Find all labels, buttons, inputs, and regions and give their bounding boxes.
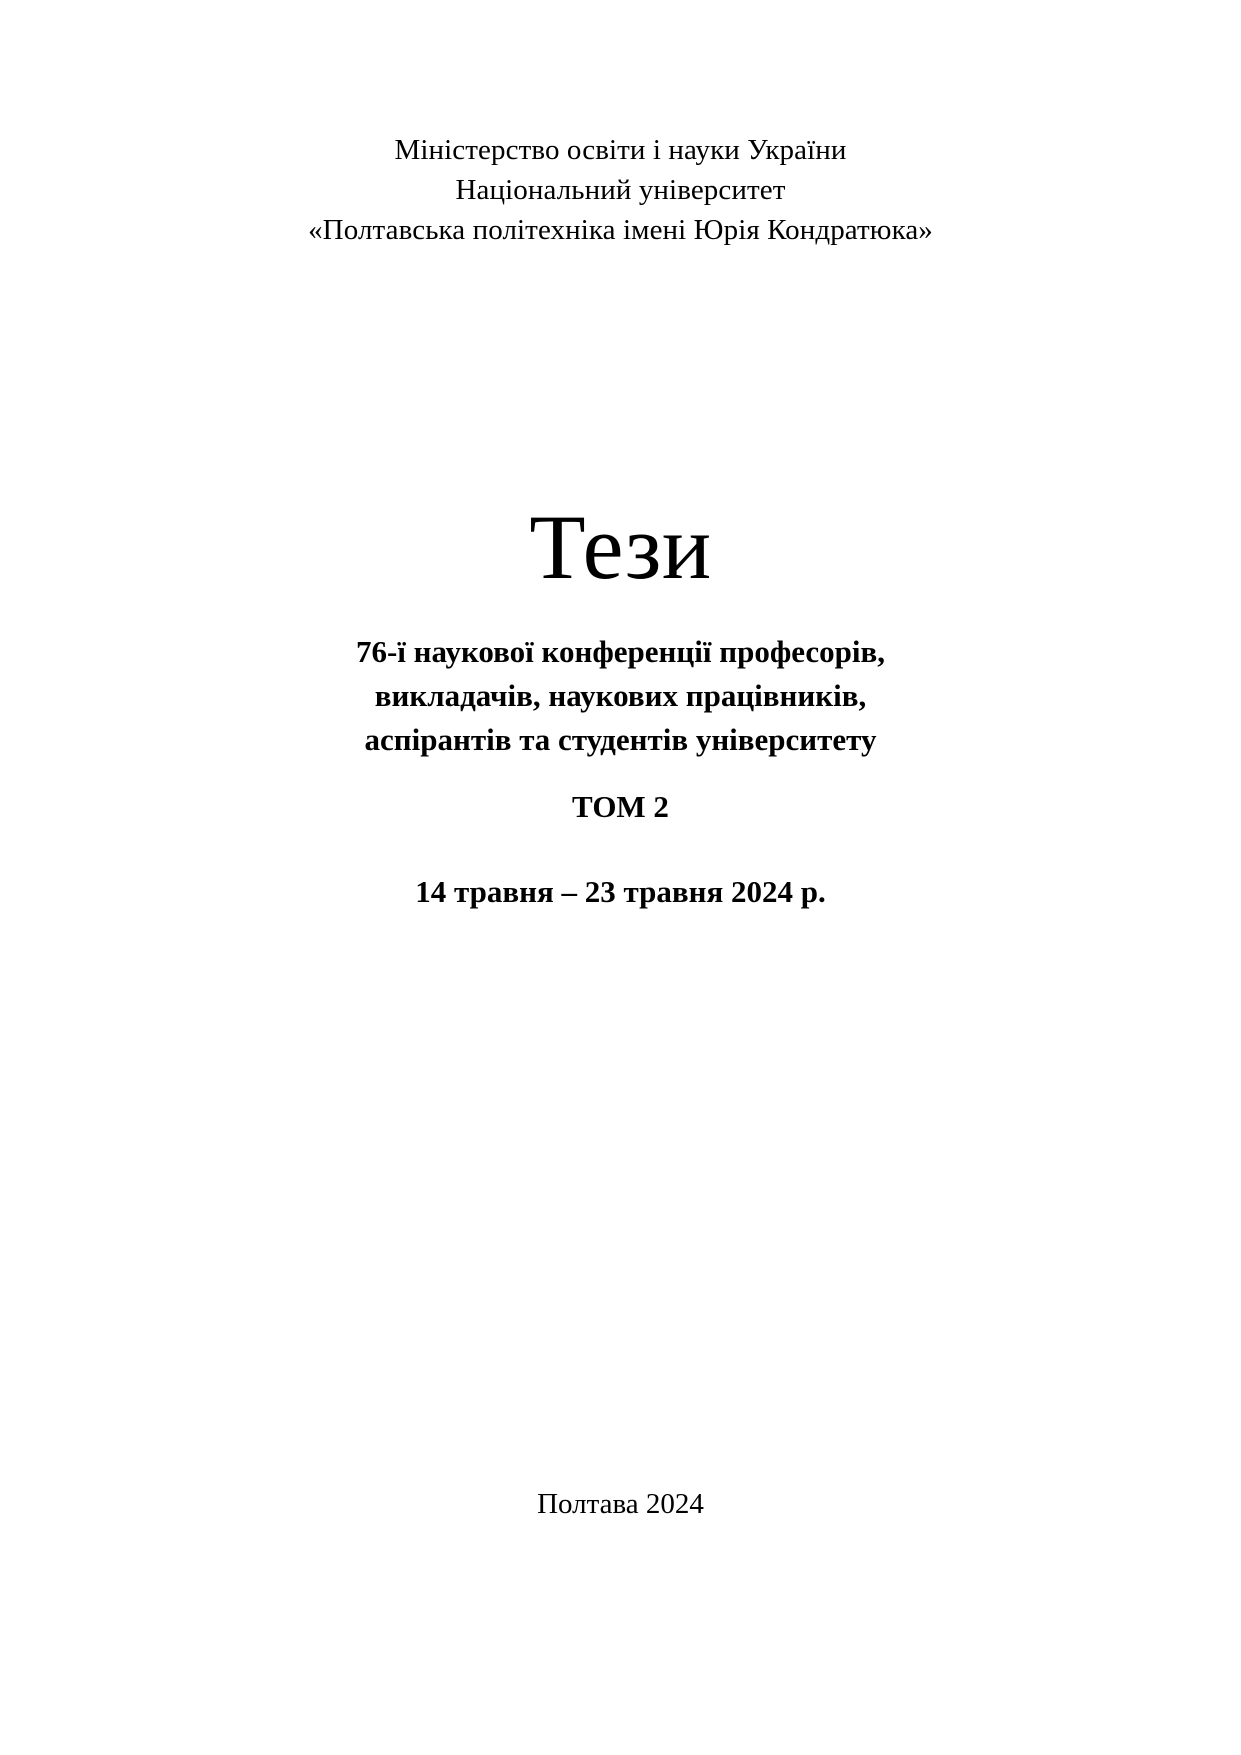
university-name-line: «Полтавська політехніка імені Юрія Кондратюка» — [308, 214, 933, 246]
subtitle — [0, 630, 1241, 762]
page-title: Тези — [529, 496, 712, 598]
volume-label: ТОМ 2 — [572, 789, 669, 824]
university-line: Національний університет — [455, 174, 786, 206]
imprint-footer: Полтава 2024 — [537, 1488, 704, 1520]
masthead — [0, 130, 1241, 250]
subtitle-line-2: викладачів, наукових працівників, — [374, 678, 867, 713]
conference-dates: 14 травня – 23 травня 2024 р. — [415, 874, 826, 909]
subtitle-line-3: аспірантів та студентів університету — [364, 722, 877, 757]
ministry-line: Міністерство освіти і науки України — [394, 134, 847, 166]
subtitle-line-1: 76-ї наукової конференції професорів, — [355, 634, 886, 669]
